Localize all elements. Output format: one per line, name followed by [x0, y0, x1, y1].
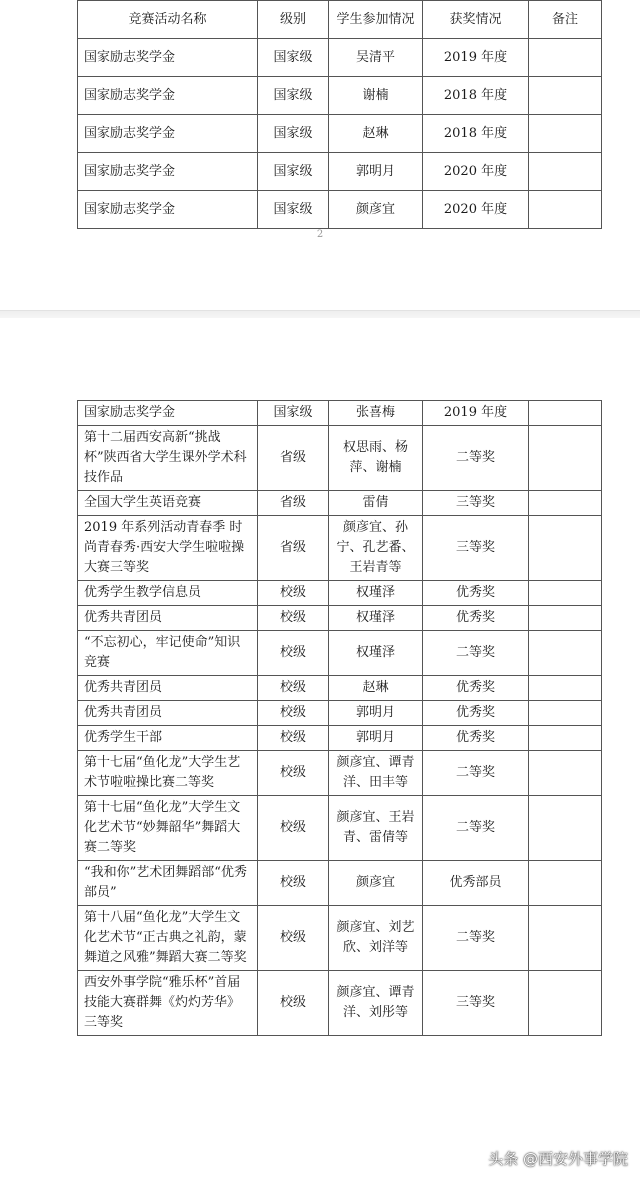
table-row	[78, 796, 602, 861]
cell-award: 2019 年度	[423, 401, 529, 426]
cell-award: 二等奖	[423, 796, 529, 861]
table-row	[78, 631, 602, 676]
cell-participants: 颜彦宜、刘艺欣、刘洋等	[329, 906, 423, 971]
cell-award: 2019 年度	[423, 39, 529, 77]
document-page-2	[0, 318, 640, 1183]
cell-competition-name: 国家励志奖学金	[78, 77, 258, 115]
cell-award: 优秀奖	[423, 606, 529, 631]
watermark-caption: 头条 @西安外事学院	[488, 1150, 628, 1168]
cell-level: 校级	[258, 606, 329, 631]
cell-level: 省级	[258, 426, 329, 491]
cell-remarks	[529, 861, 602, 906]
page-number: 2	[316, 229, 324, 240]
cell-participants: 张喜梅	[329, 401, 423, 426]
cell-competition-name: 优秀共青团员	[78, 701, 258, 726]
table-row	[78, 77, 602, 115]
cell-remarks	[529, 115, 602, 153]
table-row	[78, 153, 602, 191]
table-row	[78, 401, 602, 426]
table-row	[78, 701, 602, 726]
cell-participants: 权瑾泽	[329, 581, 423, 606]
header-participants: 学生参加情况	[329, 1, 423, 39]
cell-award: 2018 年度	[423, 77, 529, 115]
cell-competition-name: 第十八届“鱼化龙”大学生文化艺术节“正古典之礼韵，蒙舞道之风雅”舞蹈大赛二等奖	[78, 906, 258, 971]
cell-remarks	[529, 491, 602, 516]
awards-table-page-1	[77, 0, 602, 229]
table-row	[78, 751, 602, 796]
table-row	[78, 491, 602, 516]
cell-award: 优秀奖	[423, 726, 529, 751]
cell-level: 省级	[258, 516, 329, 581]
table-row	[78, 426, 602, 491]
cell-participants: 赵琳	[329, 115, 423, 153]
cell-level: 校级	[258, 631, 329, 676]
cell-award: 2020 年度	[423, 153, 529, 191]
cell-remarks	[529, 751, 602, 796]
cell-level: 国家级	[258, 77, 329, 115]
cell-participants: 雷倩	[329, 491, 423, 516]
cell-award: 二等奖	[423, 751, 529, 796]
table-row	[78, 861, 602, 906]
cell-level: 校级	[258, 861, 329, 906]
header-level: 级别	[258, 1, 329, 39]
cell-award: 二等奖	[423, 631, 529, 676]
table-row	[78, 726, 602, 751]
cell-participants: 颜彦宜	[329, 191, 423, 229]
cell-level: 校级	[258, 676, 329, 701]
cell-competition-name: 2019 年系列活动青春季 时尚青春秀·西安大学生啦啦操大赛三等奖	[78, 516, 258, 581]
cell-competition-name: 国家励志奖学金	[78, 115, 258, 153]
table-row	[78, 971, 602, 1036]
cell-remarks	[529, 726, 602, 751]
cell-level: 国家级	[258, 153, 329, 191]
table-row	[78, 39, 602, 77]
cell-level: 省级	[258, 491, 329, 516]
cell-competition-name: 国家励志奖学金	[78, 153, 258, 191]
cell-competition-name: 国家励志奖学金	[78, 401, 258, 426]
cell-competition-name: 优秀学生教学信息员	[78, 581, 258, 606]
cell-remarks	[529, 426, 602, 491]
cell-level: 国家级	[258, 39, 329, 77]
table-row	[78, 516, 602, 581]
cell-remarks	[529, 191, 602, 229]
cell-remarks	[529, 401, 602, 426]
cell-remarks	[529, 676, 602, 701]
cell-participants: 权瑾泽	[329, 631, 423, 676]
cell-participants: 颜彦宜、孙宁、孔艺番、王岩青等	[329, 516, 423, 581]
cell-level: 校级	[258, 751, 329, 796]
awards-table-page-2	[77, 400, 602, 1036]
cell-competition-name: “不忘初心，牢记使命”知识竞赛	[78, 631, 258, 676]
cell-remarks	[529, 77, 602, 115]
cell-participants: 赵琳	[329, 676, 423, 701]
table-row	[78, 906, 602, 971]
cell-remarks	[529, 516, 602, 581]
cell-competition-name: 全国大学生英语竞赛	[78, 491, 258, 516]
cell-remarks	[529, 153, 602, 191]
cell-level: 校级	[258, 796, 329, 861]
document-page-1	[0, 0, 640, 310]
cell-participants: 颜彦宜、王岩青、雷倩等	[329, 796, 423, 861]
cell-remarks	[529, 631, 602, 676]
cell-level: 国家级	[258, 191, 329, 229]
cell-level: 校级	[258, 581, 329, 606]
cell-participants: 郭明月	[329, 153, 423, 191]
cell-award: 优秀奖	[423, 676, 529, 701]
table-row	[78, 606, 602, 631]
cell-remarks	[529, 39, 602, 77]
cell-competition-name: 优秀学生干部	[78, 726, 258, 751]
cell-award: 三等奖	[423, 971, 529, 1036]
cell-remarks	[529, 581, 602, 606]
cell-award: 三等奖	[423, 516, 529, 581]
header-remarks: 备注	[529, 1, 602, 39]
cell-remarks	[529, 971, 602, 1036]
cell-participants: 谢楠	[329, 77, 423, 115]
cell-level: 校级	[258, 971, 329, 1036]
cell-award: 优秀奖	[423, 701, 529, 726]
header-competition-name: 竞赛活动名称	[78, 1, 258, 39]
table-row	[78, 191, 602, 229]
cell-competition-name: 国家励志奖学金	[78, 39, 258, 77]
cell-competition-name: “我和你”艺术团舞蹈部“优秀部员”	[78, 861, 258, 906]
cell-participants: 权思雨、杨萍、谢楠	[329, 426, 423, 491]
cell-remarks	[529, 701, 602, 726]
cell-award: 2020 年度	[423, 191, 529, 229]
cell-competition-name: 第十七届“鱼化龙”大学生文化艺术节“妙舞韶华”舞蹈大赛二等奖	[78, 796, 258, 861]
cell-award: 2018 年度	[423, 115, 529, 153]
cell-remarks	[529, 796, 602, 861]
cell-participants: 颜彦宜、谭青洋、田丰等	[329, 751, 423, 796]
cell-level: 校级	[258, 701, 329, 726]
table-row	[78, 676, 602, 701]
cell-level: 校级	[258, 726, 329, 751]
cell-participants: 颜彦宜	[329, 861, 423, 906]
cell-remarks	[529, 906, 602, 971]
cell-competition-name: 优秀共青团员	[78, 676, 258, 701]
header-award: 获奖情况	[423, 1, 529, 39]
cell-competition-name: 优秀共青团员	[78, 606, 258, 631]
cell-participants: 权瑾泽	[329, 606, 423, 631]
table-row	[78, 581, 602, 606]
cell-participants: 郭明月	[329, 701, 423, 726]
cell-award: 三等奖	[423, 491, 529, 516]
cell-competition-name: 西安外事学院“雅乐杯”首届技能大赛群舞《灼灼芳华》三等奖	[78, 971, 258, 1036]
cell-award: 二等奖	[423, 426, 529, 491]
cell-level: 校级	[258, 906, 329, 971]
cell-participants: 郭明月	[329, 726, 423, 751]
cell-competition-name: 第十二届西安高新“挑战杯”陕西省大学生课外学术科技作品	[78, 426, 258, 491]
cell-award: 优秀奖	[423, 581, 529, 606]
cell-remarks	[529, 606, 602, 631]
cell-participants: 颜彦宜、谭青洋、刘彤等	[329, 971, 423, 1036]
cell-level: 国家级	[258, 115, 329, 153]
table-header-row	[78, 1, 602, 39]
cell-competition-name: 国家励志奖学金	[78, 191, 258, 229]
cell-competition-name: 第十七届“鱼化龙”大学生艺术节啦啦操比赛二等奖	[78, 751, 258, 796]
cell-participants: 吴清平	[329, 39, 423, 77]
cell-award: 优秀部员	[423, 861, 529, 906]
cell-award: 二等奖	[423, 906, 529, 971]
cell-level: 国家级	[258, 401, 329, 426]
table-row	[78, 115, 602, 153]
